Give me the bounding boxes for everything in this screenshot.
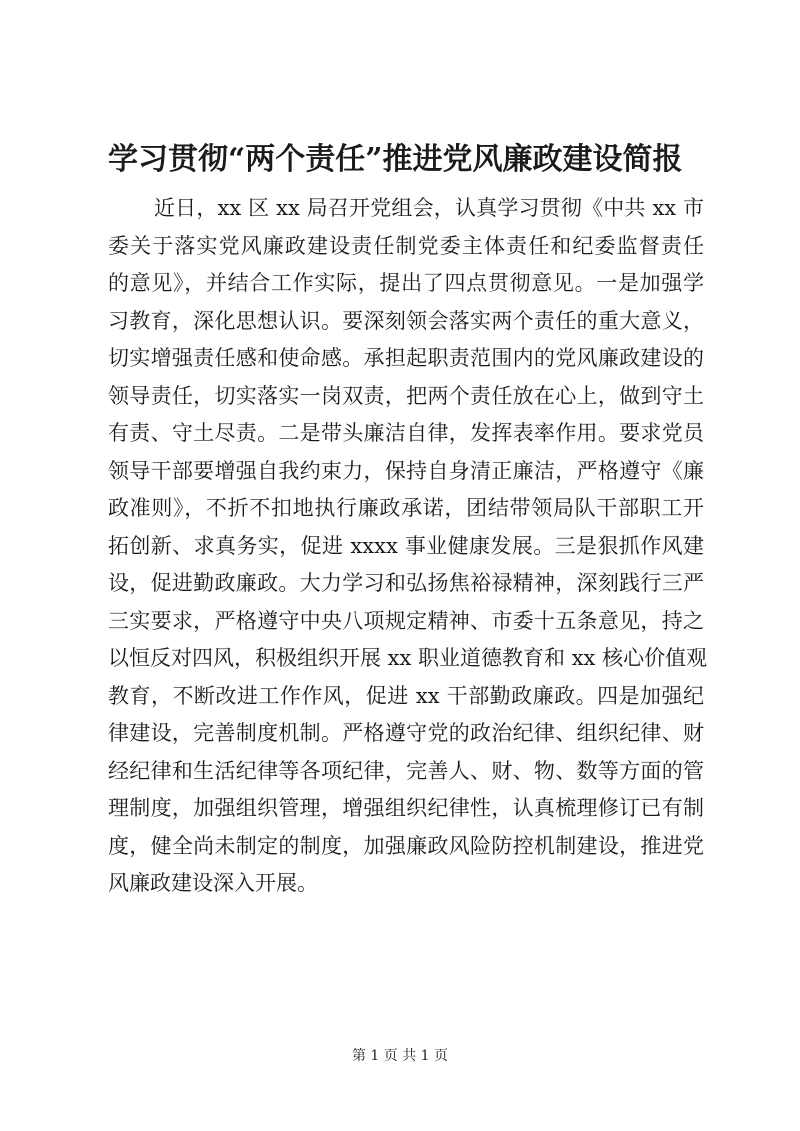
body-line: 习教育，深化思想认识。要深刻领会落实两个责任的重大意义， (108, 308, 704, 333)
body-line: 三实要求，严格遵守中央八项规定精神、市委十五条意见，持之 (108, 608, 704, 633)
body-line: 以恒反对四风，积极组织开展 xx 职业道德教育和 xx 核心价值观 (108, 646, 708, 670)
body-line: 设，促进勤政廉政。大力学习和弘扬焦裕禄精神，深刻践行三严 (108, 571, 704, 595)
body-line: 经纪律和生活纪律等各项纪律，完善人、财、物、数等方面的管 (108, 758, 704, 783)
body-line: 理制度，加强组织管理，增强组织纪律性，认真梳理修订已有制 (108, 796, 704, 820)
body-line: 有责、守土尽责。二是带头廉洁自律，发挥表率作用。要求党员 (108, 421, 704, 445)
body-line: 教育，不断改进工作作风，促进 xx 干部勤政廉政。四是加强纪 (108, 683, 704, 708)
body-line: 度，健全尚未制定的制度，加强廉政风险防控机制建设，推进党 (108, 833, 704, 858)
body-line: 风廉政建设深入开展。 (108, 871, 318, 895)
body-line: 近日，xx 区 xx 局召开党组会，认真学习贯彻《中共 xx 市 (154, 196, 704, 220)
body-line: 拓创新、求真务实，促进 xxxx 事业健康发展。三是狠抓作风建 (108, 533, 704, 558)
page-footer: 第 1 页 共 1 页 (351, 1048, 449, 1064)
body-line: 领导责任，切实落实一岗双责，把两个责任放在心上，做到守土 (108, 383, 704, 408)
body-line: 委关于落实党风廉政建设责任制党委主体责任和纪委监督责任 (108, 233, 704, 258)
body-line: 律建设，完善制度机制。严格遵守党的政治纪律、组织纪律、财 (108, 721, 704, 745)
body-line: 的意见》，并结合工作实际，提出了四点贯彻意见。一是加强学 (108, 271, 704, 295)
body-line: 领导干部要增强自我约束力，保持自身清正廉洁，严格遵守《廉 (108, 458, 704, 483)
body-line: 政准则》，不折不扣地执行廉政承诺，团结带领局队干部职工开 (108, 496, 704, 520)
body-line: 切实增强责任感和使命感。承担起职责范围内的党风廉政建设的 (108, 346, 704, 370)
document-title: 学习贯彻“两个责任”推进党风廉政建设简报 (108, 142, 683, 177)
document-body (108, 190, 708, 903)
